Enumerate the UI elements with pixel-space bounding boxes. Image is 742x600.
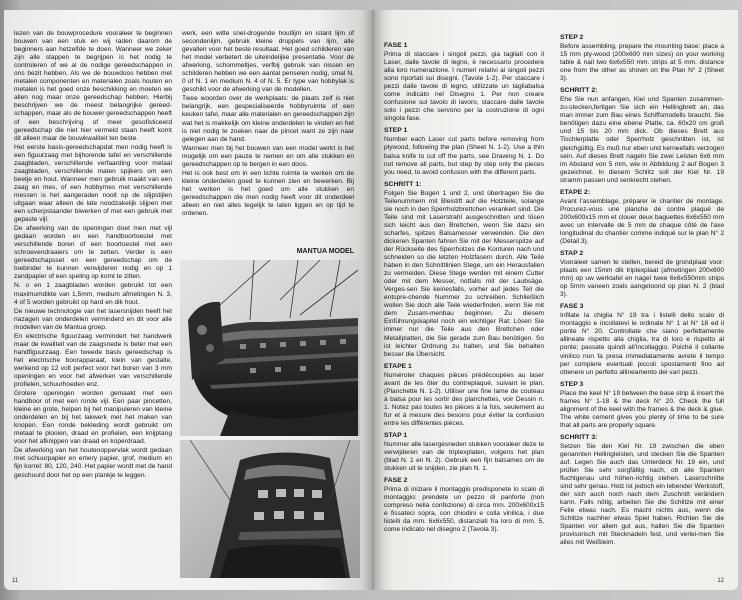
left-column-1: [14, 30, 172, 578]
paragraph: Wanneer men bij het bouwen van een model werkt is het mogelijk om een pauze te nemen en om alle stukken en gereedschappen op te bergen in een doos.: [182, 144, 354, 168]
section-heading: STEP 1: [384, 127, 408, 135]
left-page: [4, 10, 372, 590]
section-heading: ETAPE 1: [384, 362, 412, 370]
paragraph: Het eerste basis-gereedschapdat men nodig heeft is een figuurzaag met bijhorende tafel en verschillende zaagbladen, verschillende verfaarding voor metaal zaagbladen, verschillende maten spijkers om een beetje en hout. Wanneer men gebruik maakt van een zaag en mes, of een hobbymes met verschillende messen is het aangeraden nooit op de slijpstijlen uitgaan waar alleen de late noodzakelijk slijpen met een scherpstaander biwerken of met een gebruik met gepaste vijl.: [14, 143, 172, 224]
section-heading: STAP 1: [384, 431, 408, 439]
section-heading: FASE 2: [384, 477, 408, 485]
paragraph: Het is ook best om in een lichte ruimte te werken om de kleine onderdelen goed te kunnen zien en bewerken. Bij het werken is het goed om alle stukken en gereedschappen die men nodig heeft voor dit onderdeel alleen en niet alles tegelijk te laten liggen en op tijd te ordenen.: [182, 169, 354, 218]
section-heading: SCHRITT 1:: [384, 180, 422, 188]
paragraph: Twee woorden over de werkplaats: de plaats zelf is niet belangrijk, een gespecialiseerde hobbyruimte of een keuken tafel, maar alle materialen en gereedschappen zijn wat het is makkelijk om kleine onderdelen te vinden en het is niet nodig te zoeken naar de pincet want ze zijn naar gelegen aan de hand.: [182, 95, 354, 143]
paragraph: Nummer alle lasergesneden stukken vooraleer deze te verwijderen van de triplexplaten, volgens het plan (blad N. 1 en N. 2). Gebruik een fijn balsames om de stukken uit te snijden, zie plan N. 1.: [384, 440, 544, 473]
paragraph: Grotere openingen worden gemaakt met een handboor of met een ronde vijl. Een paar pincetten, kleine en grote, helpen bij het manipuleren van kleine onderdelen en bij het lakwerk met het maken van knopen. Een ronde bekleding wordt gebruikt om metaal te plooien, draad en profielen, een knijptang voor het afknippen van draad en koperdraad.: [14, 390, 172, 446]
paragraph: N. o en 1 zaagbladen worden gebruikt tot een maximumdikte van 1,5mm, medium afmetingen N. 3, 4 of 5 worden gebruikt op hard en dik hout.: [14, 282, 172, 306]
section-heading: SCHRITT 2:: [560, 87, 598, 95]
paragraph: De afwerking van het houtenoppervlak wordt gedaan met schuurpapier en emery papier, grof, medium en fijn korrel: 80, 120, 240. Het papier wordt met de hand geschuurd door het op een plankje te leggen.: [14, 447, 172, 479]
page-number: 11: [12, 578, 19, 584]
right-page: [372, 10, 738, 590]
paragraph: Folgen Sie Bogen 1 und 2, und übertragen Sie die Teilenummern mit Bleistift auf die Holzteile, solange sie noch in den Sperrholzbrettchen verankert sind. Die Teile sind mit Laserstrahl ausgeschnitten und lösen sich leicht aus den Brettchen, wenn Sie dazu ein scharfes, spitzes Balsamesser verwenden. Die den dickeren Spanten fahren Sie mit der Messerspitze auf der Rückseite des Sperrholzes die Konturen nach und schneiden so die letzten Holzfasern durch. Alle Teile haben in den Schnittlinien Stege, um ein Herausfallen zu vermeiden. Diese Stege werden mit einem Cutter oder mit dem Messer, notfalls mit der Laubsäge. Verges-sen Sie keinesfalls, vorher auf jedes Teil die entspre-chende Nummer zu schreiben. Schließlich wollen Sie doch alle Teile wiederfinden, wenn Sie mit dem Zusam-menbau beginnen. Zu diesem Einführungskapitel noch ein wichtiger Rat: Lösen Sie immer nur die Teile aus den Brettchen oder Metallplatten, die Sie gerade zum Bau benötigen. So ist leichter Ordnung zu halten, und Sie behalten besser die Übersicht.: [384, 189, 544, 358]
paragraph: Place the keel N° 19 between the base strip & insert the frames N° 1-18 & the deck N° 20. Check the full alignment of the keel with the frames & the deck & glue. The white cement gives you plenty of time to be sure that all parts are properly square.: [560, 389, 724, 429]
ship-stern-photo: [180, 260, 360, 436]
section-heading: STEP 3: [560, 380, 584, 388]
paragraph: De nieuwe technologie van het lasersnijden heeft het nazagen van onderdelen verminderd en dit voor alle modellen van de Mantua groep.: [14, 307, 172, 331]
paragraph: Before assembling, prepare the mounting base: place a 15 mm ply-wood (200x600 mm sizes) on your working table & nail two 6x6x550 mm. strips at 5 mm. distance one from the other as shown on the Plan N° 2 (Sheet 3).: [560, 43, 724, 83]
ship-stern-detail-photo: [180, 440, 360, 578]
paragraph: Ehe Sie nun anfangen, Kiel und Spanten zusammen-zu-stecken,fertigen Sie sich ein Hellingbrett an, das man immer zum Bau eines Schiffsmodells braucht. Sie benötigen dazu eine ebene Platte, ca. 60x20 cm groß und 15 bis 20 mm dick. Ob dieses Brett aus Tischlerplatte oder Sperrholz geschnitten ist, ist gleichgültig. Es muß nur eben und kerneefalls verzogen sein. Auf dieses Brett nageln Sie zwei Leisten 6x6 mm im Abstand von 5 mm, wie in Abbildung 2 auf Bogen 3 gezeichnet. In diesem Schlitz soll der Kiel Nr. 19 stramm passen und senkrecht stehen.: [560, 96, 724, 184]
paragraph: Infilate la chiglia N° 19 tra i listelli dello scalo di montaggio e incollatevi le ordinate N° 1 al N° 18 ed il ponte N° 20. Controllate che siano perfettamente allineate rispetto alla chiglia, tra di loro e rispetto al ponte; passate quindi all'incollaggio. Poiché il collante vinilico non fa presa immediatamente avrete il tempo per compiere eventuali piccoli spostamenti fino ad ottenere un perfetto allineamento dei vari pezzi.: [560, 312, 724, 376]
model-title: MANTUA MODEL: [296, 248, 354, 255]
paragraph: Prima di iniziare il montaggio predisponete lo scalo di montaggio: prendete un pezzo di panforte (non compreso nella confezione) di circa mm. 200x600x15 e fissateci sopra, con chiodini e colla vinilica, i due listelli da mm. 6x6x550, distanziati fra loro di mm. 5, come indicato nel disegno 2 (Tavola 3).: [384, 486, 544, 534]
right-column-1: [384, 38, 544, 578]
section-heading: FASE 3: [560, 303, 584, 311]
page-number: 12: [717, 578, 724, 584]
right-column-2: [560, 30, 724, 578]
paragraph: werk, een witte snel-drogende houtlijm en istant lijm of secondenlijm, gebruik kleine druppels van lijm, alle gevallen voor het beste resultaat. Het goed schilderen van het model verbetert de uiteindelijke presentatie. Voor de afwerking, schommeltjes, verfbij gebruik van nissen en schilderen hebben we een aantal penselen nodig, smal N. 0 of N. 1 en medium N. 4 of N. 5. Er type van hobbylak is geschikt voor de afwerking van de modellen.: [182, 30, 354, 94]
section-heading: ETAPE 2:: [560, 188, 591, 196]
paragraph: Vooraleer samen te stellen, bereid de grondplaat voor: plaats een 15mm dik triplexplaat (afmetingen 200x600 mm) op uw werktafel en nagel twee 6x6x550mm strips op 5mm vaneen zoals aangetoond op plan N. 2 (blad 3).: [560, 259, 724, 299]
left-column-2: [182, 30, 354, 248]
paragraph: Avant l'assemblage, préparer le chantier de montage. Procurez-vous une planche de contre plaqué de 200x600x15 mm et clouer deux baguettes 6x6x550 mm avec un intervalle de 5 mm de chaque côté de l'axe longitudinal du chantier comme indiqué sur le plan N° 2 (Détail 3).: [560, 197, 724, 245]
paragraph: lezen van de bouwprocedure vooraleer te beginnen bouwen van een stuk en wij raden daarom de beginners aan hetzelfde te doen. Wanneer we zeker zijn alle stappen te begrijpen is het nodig te controleren of we al de nodige gereedschappen in ons bezit hebben. Als we de bouwdoos hebben met metalen componenten en materialen zoals houten en metalen is het goed onze beschikking en moeten we allen nog maar onze gereedschap hebben. Hierbij beschrijven we de meest belangrijke gereed-schappen, maar als de bouwer gereedschappen heeft of een beschrijving of meer gesofisticeerd gereedschap die niet hier vermeld staan heeft komt dit alleen maar de bouwkwaliteit ten beste.: [14, 30, 172, 142]
paragraph: Setzen Sie den Kiel Nr. 19 zwischen die eben genannten Hellingleisten, und stecken Sie die Spanten auf. Legen Sie auch das Unterdeck Nr. 19 ein, und prüfen Sie sehr sorgfältig nach, ob alle Spanten fluchtgenau und höhen-richtig stehen. Laserschnitte sind sehr genau. Holz ist jedoch ein lebender Werkstoff, der sich auch noch nach dem Zuschnitt verändern kann. Falls nötig, arbeiten Sie die Schlitze mit einer Feile etwas nach. Es macht nichts aus, wenn die Schlitze nachher etwas Spiel haben. Richten Sie die Spanten vor allem gut aus, halten Sie die Spanten provisorisch mit Stecknadeln fest, und verlei-men Sie alles mit Weißleim.: [560, 442, 724, 547]
paragraph: Number each Laser cut parts before removing from plywood, following the plan (Sheet N. 1-2). Use a thin balsa knife to cut off the parts, see Drawing N. 1. Do not remove all parts, but step by step only the pieces you need, to avoid confusion with the different parts.: [384, 136, 544, 176]
section-heading: STEP 2: [560, 34, 584, 41]
paragraph: De afwerking van de openingen doet men met vijl gedaan worden en een handboortoestel met verschillende boren of een boortoestel met een schroevendraaiers om te zetten. Verder is een gereedschapsset en een gereedschap om de toebinder te kunnen verwijderen nodig en op 1 zandpapier of een speling op komt te zitten.: [14, 225, 172, 281]
paragraph: Numéroter chaques pièces prédécoupées au laser avant de les ôter du contreplaqué, suivant le plan, (Planchette N. 1-2). Utiliser une fine lame de couteau à balsa pour les sortir des planchettes, voir Dessin n. 1. Notez pas toutes les pièces à la fois, seulement au fur et à mesure des besoins pour éviter la confusion entre les différentes pièces.: [384, 371, 544, 427]
paragraph: Prima di staccare i singoli pezzi, gia tagliati con il Laser, dalle tavole di legno, è necessario procedere alla loro numerazione. I numeri relativi ai singoli pezzi sono riportati sui disegni. (Tavole 1-2). Per staccare i pezzi dalle tavole di legno, utilizzate un tagliabalsa come indicato nel Disegno 1. Per non creare confusione sul tavolo di lavoro, staccare dalle tavole solo i pezzi che servono per la costruzione di ogni singola fase.: [384, 51, 544, 123]
section-heading: FASE 1: [384, 42, 408, 49]
section-heading: STAP 2: [560, 250, 584, 258]
section-heading: SCHRITT 3:: [560, 433, 598, 441]
paragraph: En electrische figuurzaag vermindert het handwerk maar de kwaliteit van de zaagsnede is beter met een handfiguurzaag. Een tweede basis gereedschap is het electrische boorapparaat, klein van gestalte, werkend op 12 volt perfect voor het boren van 3 mm openingen en voor het afwerken van verschillende profielen, schuurhoeden enz.: [14, 332, 172, 389]
